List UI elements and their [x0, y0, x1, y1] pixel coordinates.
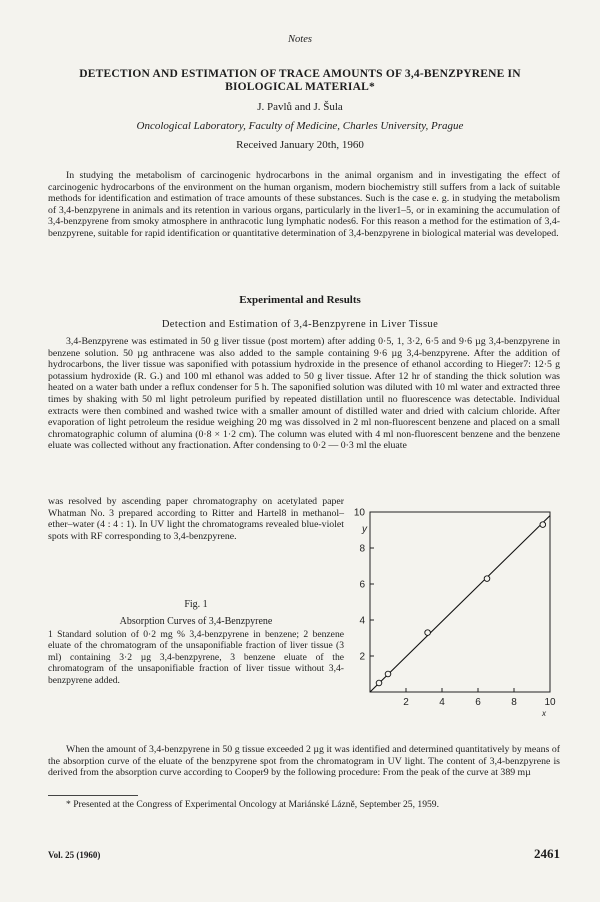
x-axis-label: x: [542, 709, 546, 718]
data-point: [425, 630, 431, 636]
chart-plot-area: [354, 508, 556, 719]
y-tick-label: 6: [359, 579, 365, 591]
x-tick-label: 10: [544, 697, 556, 708]
page-number: 2461: [534, 846, 560, 861]
x-tick-label: 8: [511, 697, 517, 708]
section-heading: Experimental and Results: [239, 294, 361, 306]
footnote-rule: [48, 795, 138, 796]
figure-caption: 1 Standard solution of 0·2 mg % 3,4-benzpyrene in benzene; 2 benzene eluate of the chromatogram of the unsaponifiable fraction of liver tissue (3 ml) containing 3·2 µg 3,4-benzpyrene, 3 benzene eluate of the chromatogram of the unsaponifiable fraction of liver tissue without 3,4-benzpyrene added.: [48, 629, 344, 686]
x-tick-label: 4: [439, 697, 445, 708]
x-tick-label: 6: [475, 697, 481, 708]
footnote: * Presented at the Congress of Experimental Oncology at Mariánské Lázně, September 25, 1959.: [66, 799, 439, 810]
article-title: DETECTION AND ESTIMATION OF TRACE AMOUNTS OF 3,4-BENZPYRENE IN BIOLOGICAL MATERIAL*: [79, 68, 521, 93]
received-date: Received January 20th, 1960: [236, 139, 364, 151]
fit-line: [370, 516, 550, 692]
y-axis-label: y: [362, 524, 367, 535]
body-paragraph-1: 3,4-Benzpyrene was estimated in 50 g liver tissue (post mortem) after adding 0·5, 1, 3·2, 6·5 and 9·6 µg 3,4-benzpyrene in benzene solution. 50 µg anthracene was also added to the sample containing 9·6 µg 3,4-benzpyrene. After the addition of hydrocarbons, the liver tissue was saponified with potassium hydroxide in the presence of ethanol according to Hieger7: 12·5 g potassium hydroxide (R. G.) and 100 ml ethanol was added to 50 g liver tissue. After 12 hr of standing the thick solution was heated on a water bath under a reflux condenser for 5 h. The saponified solution was diluted with 10 ml water and extracted three times by shaking with 50 ml light petroleum purified by repeated distillation until no fluorescence was detectable. Individual extracts were then combined and washed twice with a smaller amount of distilled water and dried with calcium chloride. After evaporation of light petroleum the residue weighing 20 mg was dissolved in 2 ml non-fluorescent benzene and placed on a small chromatographic column of alumina (0·8 × 1·2 cm). The column was eluted with 4 ml non-fluorescent benzene and the benzene eluate was collected without any fractionation. After condensing to 0·2 — 0·3 ml the eluate: [48, 336, 560, 452]
figure-title: Absorption Curves of 3,4-Benzpyrene: [119, 616, 273, 627]
data-point: [376, 680, 382, 686]
data-point: [385, 671, 391, 677]
body-paragraph-3: When the amount of 3,4-benzpyrene in 50 g tissue exceeded 2 µg it was identified and determined quantitatively by means of the absorption curve of the eluate of the benzpyrene spot from the chromatogram in UV light. The content of 3,4-benzpyrene is derived from the absorption curve according to Cooper9 by the following procedure: From the peak of the curve at 389 mµ: [48, 744, 560, 779]
article-affiliation: Oncological Laboratory, Faculty of Medicine, Charles University, Prague: [136, 120, 464, 132]
data-point: [484, 576, 490, 582]
running-head: Notes: [288, 34, 312, 45]
body-paragraph-2: was resolved by ascending paper chromatography on acetylated paper Whatman No. 3 prepared according to Ritter and Hartel8 in methanol–ether–water (4 : 4 : 1). In UV light the chromatograms revealed blue-violet spots with RF corresponding to 3,4-benzpyrene.: [48, 496, 344, 542]
y-tick-label: 2: [359, 651, 365, 663]
y-tick-label: 8: [359, 543, 365, 555]
article-authors: J. Pavlů and J. Šula: [257, 101, 343, 113]
x-tick-label: 2: [403, 697, 409, 708]
absorption-chart: [344, 500, 560, 720]
y-tick-label: 4: [359, 615, 365, 627]
figure-label: Fig. 1: [184, 599, 208, 610]
y-tick-label: 10: [353, 507, 365, 519]
subsection-heading: Detection and Estimation of 3,4-Benzpyrene in Liver Tissue: [161, 319, 439, 330]
data-point: [540, 522, 546, 528]
abstract-paragraph: In studying the metabolism of carcinogenic hydrocarbons in the animal organism and in investigating the effect of carcinogenic hydrocarbons of the environment on the human organism, modern biochemistry still suffers from a lack of suitable methods for identification and estimation of trace amounts of these substances. Such is the case e. g. in studying the metabolism of 3,4-benzpyrene in animals and its retention in various organs, particularly in the liver1–5, or in examining the accumulation of 3,4-benzpyrene from smoky atmosphere in anthracotic lung lymphatic nodes6. For this reason a method for the estimation of 3,4-benzpyrene, suitable for rapid identification or quantitative determination of 3,4-benzpyrene in biological material was developed.: [48, 170, 560, 239]
volume-label: Vol. 25 (1960): [48, 850, 101, 860]
